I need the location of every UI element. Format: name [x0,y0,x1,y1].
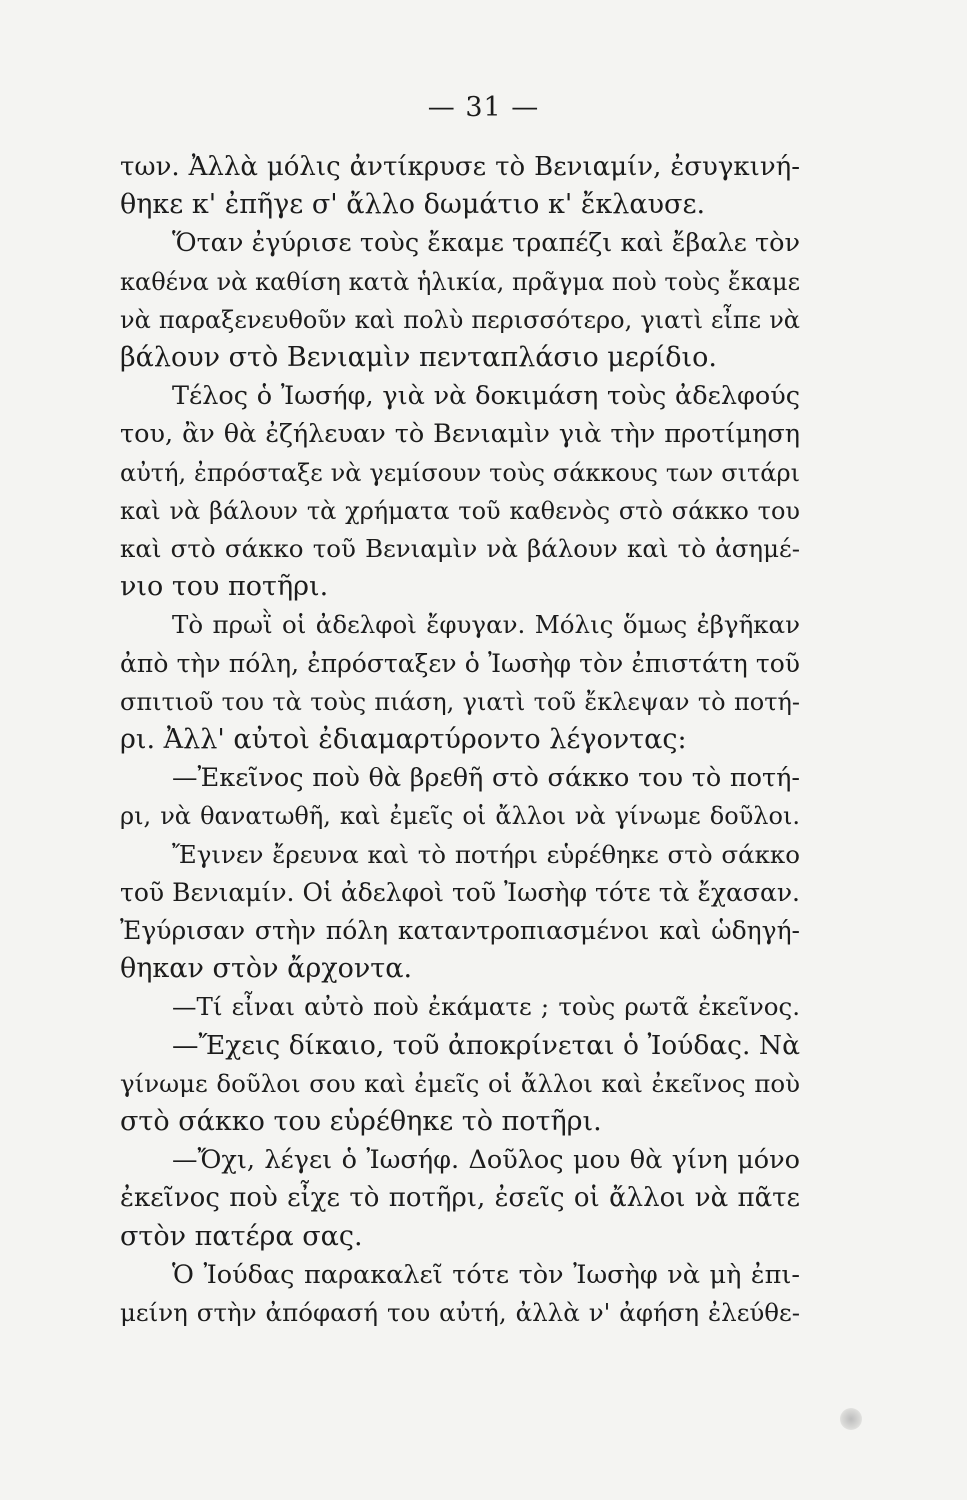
text-line: μείνη στὴν ἀπόφασή του αὐτή, ἀλλὰ ν' ἀφήση ἐλεύθε- [120,1298,800,1328]
text-line: καὶ νὰ βάλουν τὰ χρήματα τοῦ καθενὸς στὸ σάκκο του [120,496,800,525]
ink-smudge [840,1408,862,1430]
text-line: Τέλος ὁ Ἰωσήφ, γιὰ νὰ δοκιμάση τοὺς ἀδελφούς [172,381,800,412]
text-line: βάλουν στὸ Βενιαμὶν πενταπλάσιο μερίδιο. [120,342,717,374]
text-line: ρι, νὰ θανατωθῆ, καὶ ἐμεῖς οἱ ἄλλοι νὰ γίνωμε δοῦλοι. [120,802,800,831]
text-line: ἐκεῖνος ποὺ εἶχε τὸ ποτῆρι, ἐσεῖς οἱ ἄλλοι νὰ πᾶτε [120,1183,800,1214]
text-line: ρι. Ἀλλ' αὐτοὶ ἐδιαμαρτύροντο λέγοντας: [120,724,687,756]
text-line: καὶ στὸ σάκκο τοῦ Βενιαμὶν νὰ βάλουν καὶ τὸ ἀσημέ- [120,534,800,564]
text-line: του, ἂν θὰ ἐζήλευαν τὸ Βενιαμὶν γιὰ τὴν προτίμηση [120,419,800,450]
text-line: στὸν πατέρα σας. [120,1220,363,1252]
text-line: —Ἔχεις δίκαιο, τοῦ ἀποκρίνεται ὁ Ἰούδας. Νὰ [172,1029,800,1061]
text-line: ἀπὸ τὴν πόλη, ἐπρόσταξεν ὁ Ἰωσὴφ τὸν ἐπιστάτη τοῦ [120,648,800,678]
text-line: σπιτιοῦ του τὰ τοὺς πιάση, γιατὶ τοῦ ἔκλεψαν τὸ ποτή- [120,687,800,716]
page-number: — 31 — [427,92,540,123]
text-line: Ἐγύρισαν στὴν πόλη καταντροπιασμένοι καὶ ὡδηγή- [120,916,800,946]
text-line: —Ὄχι, λέγει ὁ Ἰωσήφ. Δοῦλος μου θὰ γίνη μόνο [172,1145,800,1176]
text-line: Ὁ Ἰούδας παρακαλεῖ τότε τὸν Ἰωσὴφ νὰ μὴ ἐπι- [172,1259,800,1290]
text-line: των. Ἀλλὰ μόλις ἀντίκρυσε τὸ Βενιαμίν, ἐσυγκινή- [120,152,800,182]
text-line: Τὸ πρωῒ οἱ ἀδελφοὶ ἔφυγαν. Μόλις ὅμως ἐβγῆκαν [172,610,800,640]
text-line: θηκαν στὸν ἄρχοντα. [120,953,413,985]
text-line: καθένα νὰ καθίση κατὰ ἡλικία, πρᾶγμα ποὺ τοὺς ἔκαμε [120,267,800,296]
text-line: νιο του ποτῆρι. [120,571,329,603]
text-line: νὰ παραξενευθοῦν καὶ πολὺ περισσότερο, γιατὶ εἶπε νὰ [120,305,800,334]
text-line: Ὅταν ἐγύρισε τοὺς ἔκαμε τραπέζι καὶ ἔβαλε τὸν [172,228,800,259]
text-line: —Ἐκεῖνος ποὺ θὰ βρεθῆ στὸ σάκκο του τὸ ποτή- [172,763,800,794]
text-line: Ἔγινεν ἔρευνα καὶ τὸ ποτήρι εὑρέθηκε στὸ σάκκο [172,839,800,869]
text-line: γίνωμε δοῦλοι σου καὶ ἐμεῖς οἱ ἄλλοι καὶ ἐκεῖνος ποὺ [120,1068,800,1098]
text-line: —Τί εἶναι αὐτὸ ποὺ ἐκάματε ; τοὺς ρωτᾶ ἐκεῖνος. [172,992,800,1022]
text-line: θηκε κ' ἐπῆγε σ' ἄλλο δωμάτιο κ' ἔκλαυσε. [120,189,706,221]
text-line: στὸ σάκκο του εὑρέθηκε τὸ ποτῆρι. [120,1106,602,1138]
body-text [120,148,800,1332]
text-line: τοῦ Βενιαμίν. Οἱ ἀδελφοὶ τοῦ Ἰωσὴφ τότε τὰ ἔχασαν. [120,877,800,907]
text-line: αὐτή, ἐπρόσταξε νὰ γεμίσουν τοὺς σάκκους των σιτάρι [120,458,800,487]
